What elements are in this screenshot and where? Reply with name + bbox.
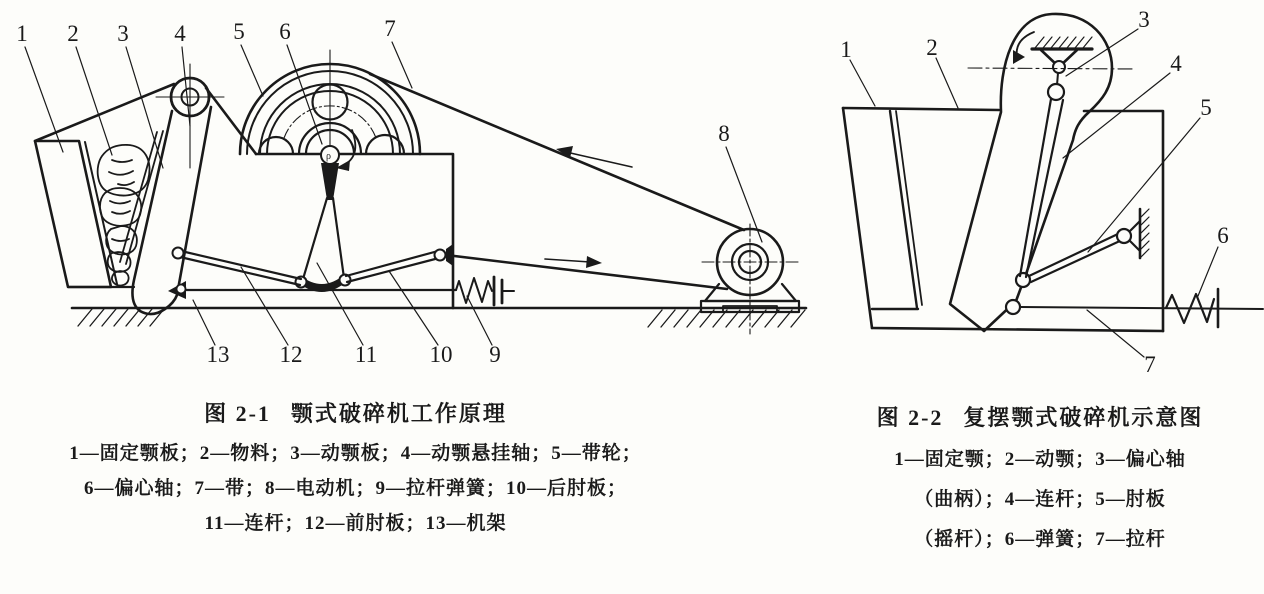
belt-arrow-lower [545,259,590,262]
support-hatching [1035,37,1092,48]
pull-rod-and-spring [1020,289,1263,327]
callout-5: 5 [1200,95,1212,120]
callout-6: 6 [279,19,291,44]
figure-2-1-title-text: 颚式破碎机工作原理 [290,401,507,426]
electric-motor [701,224,799,334]
callout-2: 2 [926,35,938,60]
machine-cover [35,84,256,154]
rear-toggle-plate [346,244,453,282]
figure-2-2-caption [822,401,1258,560]
support-hatching [1140,209,1149,258]
body-frame [256,154,453,308]
callout-4: 4 [174,21,186,46]
figure-2-1-legend-line-2: 6—偏心轴；7—带；8—电动机；9—拉杆弹簧；10—后肘板； [83,478,627,499]
callout-7: 7 [384,16,396,41]
figure-2-2-title-text: 复摆颚式破碎机示意图 [963,405,1204,430]
callout-4: 4 [1170,51,1182,76]
figure-2-1-caption [28,397,683,541]
figure-2-2-title [822,401,1258,432]
figure-2-1-legend-line-3: 11—连杆；12—前肘板；13—机架 [204,513,507,534]
callout-10: 10 [429,342,453,367]
callout-3: 3 [117,21,129,46]
callout-3: 3 [1138,7,1150,32]
spoke-hole [259,137,293,154]
callout-13: 13 [206,342,230,367]
figure-2-2-diagram [840,7,1263,377]
pull-rod [1020,307,1263,309]
pivot-pin [1006,300,1020,314]
crank-pin [1048,84,1064,100]
callout-1: 1 [16,21,28,46]
callout-8: 8 [718,121,730,146]
callout-1: 1 [840,37,852,62]
figure-2-2-legend-line-3: （摇杆）；6—弹簧；7—拉杆 [914,529,1166,550]
eccentric-crank [968,32,1135,277]
toggle-plate [1029,209,1149,282]
front-toggle-plate [173,248,302,286]
moving-jaw [120,107,211,314]
callout-2: 2 [67,21,79,46]
drive-belt [370,74,744,289]
figure-2-2-legend-line-1: 1—固定颚；2—动颚；3—偏心轴 [894,449,1186,470]
pivot-pin [1016,273,1030,287]
suspension-shaft [156,64,224,168]
centerline [968,68,1135,69]
rotation-arrowhead [1013,50,1025,64]
fixed-jaw-plate [35,141,117,287]
callout-12: 12 [279,342,303,367]
fixed-jaw [843,108,999,328]
figure-2-1-diagram [16,16,806,367]
callout-7: 7 [1144,352,1156,377]
figure-2-1-legend-line-1: 1—固定颚板；2—物料；3—动颚板；4—动颚悬挂轴；5—带轮； [69,443,642,464]
pivot-pin [173,248,184,259]
figure-2-1-title [28,397,683,428]
pivot-pin [177,285,186,294]
callout-9: 9 [489,342,501,367]
ground-hatching-left [78,309,164,326]
figure-2-1-label: 图 2-1 [204,401,271,426]
callout-11: 11 [354,342,378,367]
crank-pivot [1053,61,1065,73]
pivot-pin [1117,229,1131,243]
hub-mark: ρ [326,151,331,162]
figure-2-2-legend-line-2: （曲柄）；4—连杆；5—肘板 [914,489,1166,510]
figure-2-2-label: 图 2-2 [876,405,944,430]
callout-6: 6 [1217,223,1229,248]
callout-5: 5 [233,19,245,44]
pivot-pin [435,250,446,261]
spring-zigzag [456,278,492,303]
